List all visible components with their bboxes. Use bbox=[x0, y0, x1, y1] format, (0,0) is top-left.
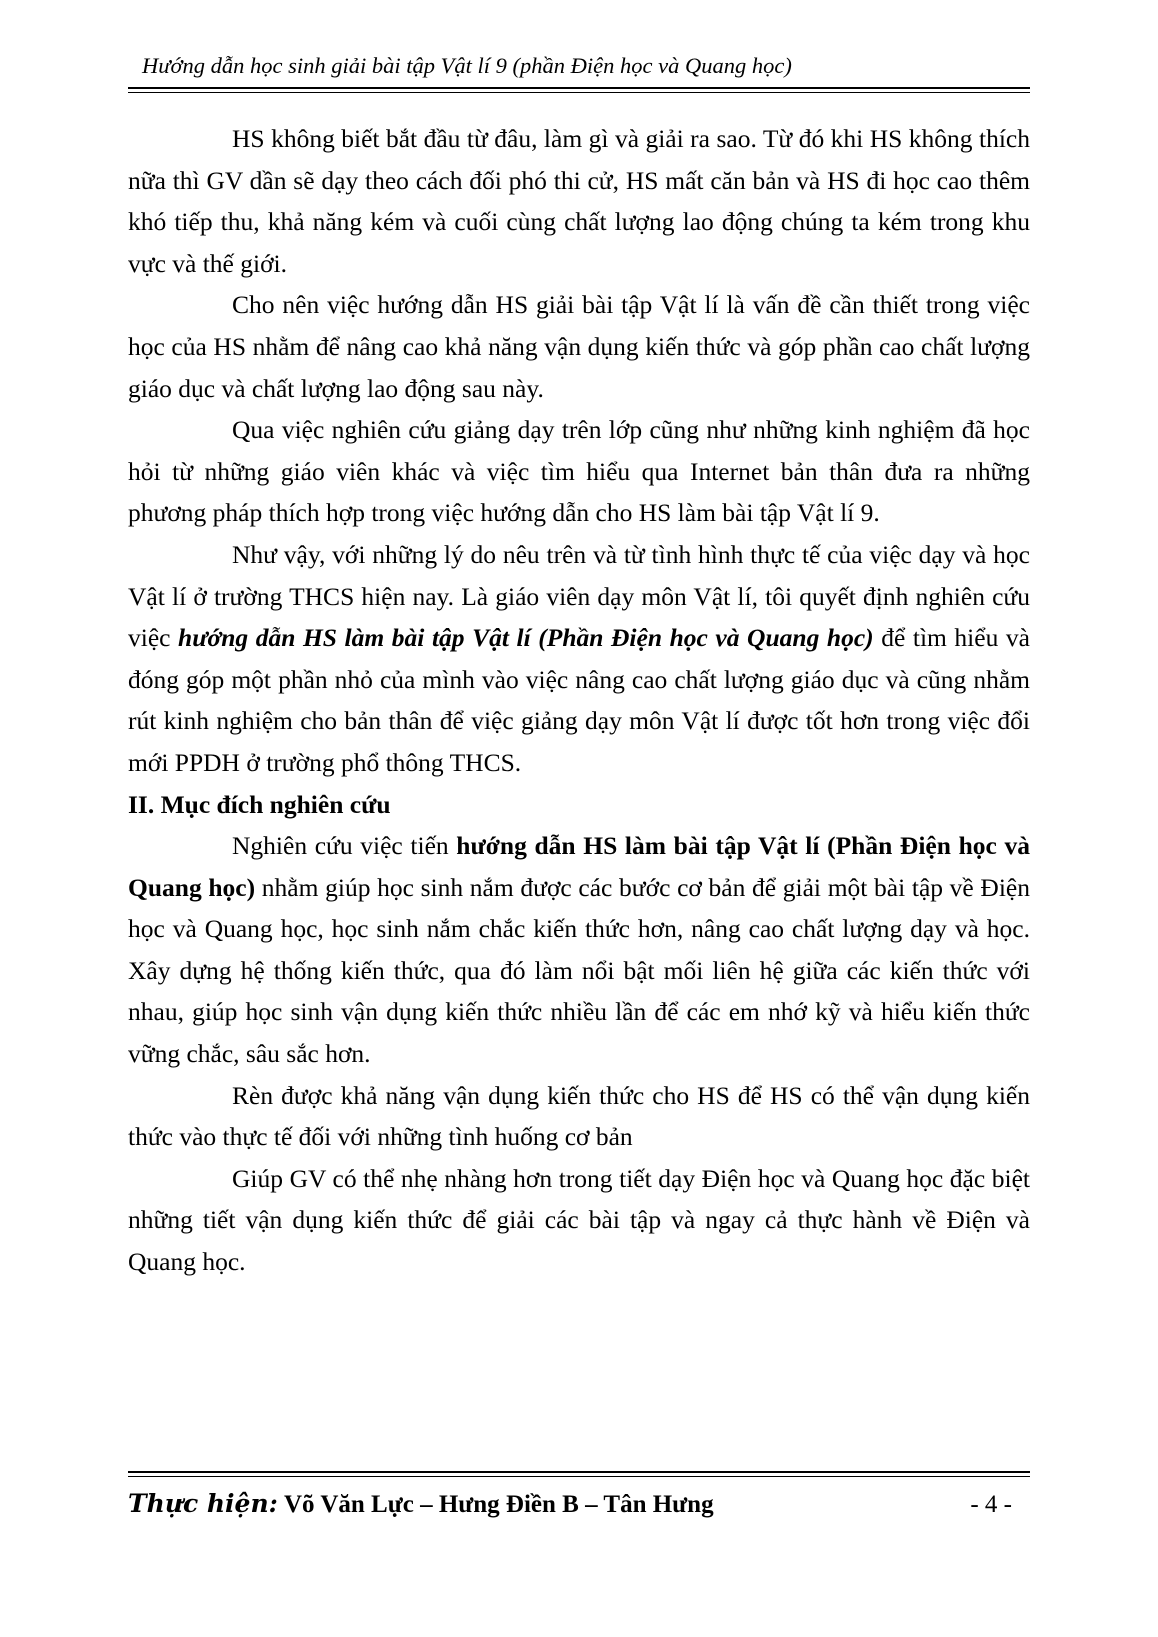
paragraph-1-run-1: HS không biết bắt đầu từ đâu, làm gì và giải ra sao. Từ đó khi HS không thích nữa thì GV dần sẽ dạy theo cách đối phó thi cử, HS mất căn bản và HS đi học cao thêm khó tiếp thu, khả năng kém và cuối cùng chất lượng lao động chúng ta kém trong khu vực và thế giới. bbox=[128, 124, 1030, 278]
paragraph-4 bbox=[128, 534, 1030, 784]
paragraph-4-emphasis: hướng dẫn HS làm bài tập Vật lí (Phần Điện học và Quang học) bbox=[178, 623, 874, 653]
paragraph-2 bbox=[128, 284, 1030, 409]
footer-author-block bbox=[128, 1489, 714, 1519]
paragraph-5-emphasis: hướng dẫn HS làm bài tập Vật lí (Phần Điện học và Quang học) bbox=[128, 831, 1030, 902]
page-footer bbox=[128, 1471, 1030, 1519]
paragraph-4-run-1: Như vậy, với những lý do nêu trên và từ tình hình thực tế của việc dạy và học Vật lí ở trường THCS hiện nay. Là giáo viên dạy môn Vật lí, tôi quyết định nghiên cứu việc bbox=[128, 539, 1030, 653]
section-heading: II. Mục đích nghiên cứu bbox=[128, 789, 391, 819]
paragraph-2-run-1: Cho nên việc hướng dẫn HS giải bài tập Vật lí là vấn đề cần thiết trong việc học của HS nhằm để nâng cao khả năng vận dụng kiến thức và góp phần cao chất lượng giáo dục và chất lượng lao động sau này. bbox=[128, 290, 1030, 403]
page-header bbox=[128, 52, 1030, 93]
footer-prefix: Thực hiện: bbox=[128, 1489, 278, 1518]
paragraph-1 bbox=[128, 118, 1030, 284]
paragraph-7-run-1: Giúp GV có thể nhẹ nhàng hơn trong tiết dạy Điện học và Quang học đặc biệt những tiết vận dụng kiến thức để giải các bài tập và ngay cả thực hành về Điện và Quang học. bbox=[128, 1163, 1030, 1277]
paragraph-5-run-3: nhằm giúp học sinh nắm được các bước cơ bản để giải một bài tập về Điện học và Quang học, học sinh nắm chắc kiến thức hơn, nâng cao chất lượng dạy và học. Xây dựng hệ thống kiến thức, qua đó làm nổi bật mối liên hệ giữa các kiến thức với nhau, giúp học sinh vận dụng kiến thức nhiều lần để các em nhớ kỹ và hiểu kiến thức vững chắc, sâu sắc hơn. bbox=[128, 872, 1030, 1069]
paragraph-6 bbox=[128, 1075, 1030, 1158]
header-divider bbox=[128, 87, 1030, 93]
page-number: - 4 - bbox=[970, 1491, 1012, 1518]
paragraph-5-run-1: Nghiên cứu việc tiến bbox=[232, 831, 457, 861]
footer-divider bbox=[128, 1471, 1030, 1477]
paragraph-4-run-3: để tìm hiểu và đóng góp một phần nhỏ của mình vào việc nâng cao chất lượng giáo dục và cũng nhằm rút kinh nghiệm cho bản thân để việc giảng dạy môn Vật lí được tốt hơn trong việc đổi mới PPDH ở trường phổ thông THCS. bbox=[128, 623, 1030, 777]
running-title: Hướng dẫn học sinh giải bài tập Vật lí 9 (phần Điện học và Quang học) bbox=[142, 53, 792, 78]
footer-author: Võ Văn Lực – Hưng Điền B – Tân Hưng bbox=[284, 1491, 714, 1518]
footer-row bbox=[128, 1489, 1030, 1519]
paragraph-5 bbox=[128, 825, 1030, 1075]
paragraph-6-run-1: Rèn được khả năng vận dụng kiến thức cho HS để HS có thể vận dụng kiến thức vào thực tế đối với những tình huống cơ bản bbox=[128, 1080, 1030, 1152]
paragraph-3 bbox=[128, 409, 1030, 534]
paragraph-3-run-1: Qua việc nghiên cứu giảng dạy trên lớp cũng như những kinh nghiệm đã học hỏi từ những giáo viên khác và việc tìm hiểu qua Internet bản thân đưa ra những phương pháp thích hợp trong việc hướng dẫn cho HS làm bài tập Vật lí 9. bbox=[128, 415, 1030, 528]
paragraph-7 bbox=[128, 1158, 1030, 1283]
page-content bbox=[128, 0, 1030, 1637]
page-body bbox=[128, 118, 1030, 1283]
